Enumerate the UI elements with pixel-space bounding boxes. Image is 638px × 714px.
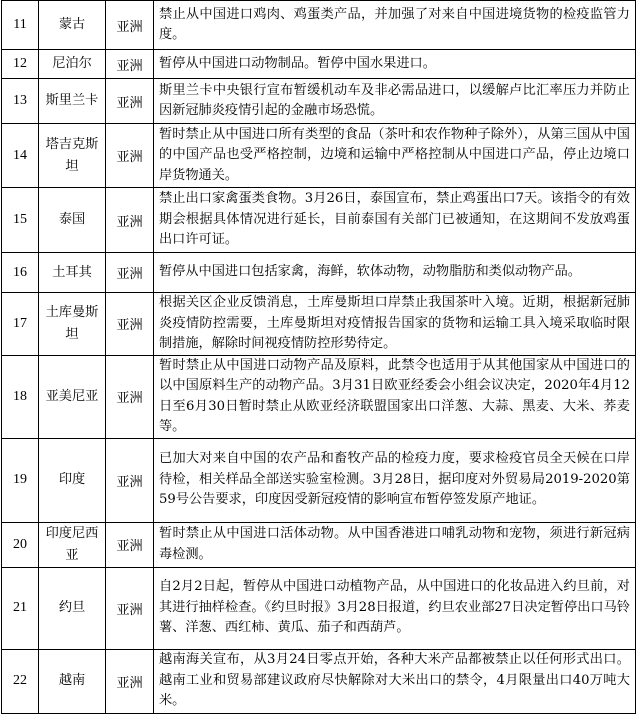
region-name: 亚洲 <box>106 355 154 438</box>
measure-text: 暂停从中国进口包括家禽，海鲜，软体动物，动物脂肪和类似动物产品。 <box>154 253 636 293</box>
trade-measures-table <box>1 0 636 714</box>
table-row <box>2 567 636 649</box>
region-name: 亚洲 <box>106 293 154 356</box>
country-name: 斯里兰卡 <box>39 79 106 124</box>
region-name: 亚洲 <box>106 649 154 713</box>
region-name: 亚洲 <box>106 1 154 50</box>
measure-text: 已加大对来自中国的农产品和畜牧产品的检疫力度，要求检疫官员全天候在口岸待检，相关样品全部送实验室检测。3月28日，据印度对外贸易局2019-2020第59号公告要求，印度因受新冠疫情的影响宣布暂停签发原产地证。 <box>154 438 636 522</box>
row-number: 11 <box>2 1 39 50</box>
region-name: 亚洲 <box>106 188 154 253</box>
row-number: 22 <box>2 649 39 713</box>
country-name: 尼泊尔 <box>39 50 106 79</box>
measure-text: 禁止出口家禽蛋类食物。3月26日，泰国宣布，禁止鸡蛋出口7天。该指令的有效期会根据具体情况进行延长，目前泰国有关部门已被通知，在这期间不发放鸡蛋出口许可证。 <box>154 188 636 253</box>
region-name: 亚洲 <box>106 522 154 567</box>
row-number: 16 <box>2 253 39 293</box>
country-name: 越南 <box>39 649 106 713</box>
row-number: 14 <box>2 124 39 188</box>
row-number: 17 <box>2 293 39 356</box>
country-name: 泰国 <box>39 188 106 253</box>
row-number: 12 <box>2 50 39 79</box>
table-row <box>2 649 636 713</box>
row-number: 15 <box>2 188 39 253</box>
table-row <box>2 79 636 124</box>
table-row <box>2 253 636 293</box>
row-number: 20 <box>2 522 39 567</box>
measure-text: 斯里兰卡中央银行宣布暂缓机动车及非必需品进口，以缓解卢比汇率压力并防止因新冠肺炎疫情引起的金融市场恐慌。 <box>154 79 636 124</box>
measure-text: 暂时禁止从中国进口活体动物。从中国香港进口哺乳动物和宠物，须进行新冠病毒检测。 <box>154 522 636 567</box>
table-row <box>2 355 636 438</box>
table-row <box>2 293 636 356</box>
measure-text: 暂时禁止从中国进口动物产品及原料，此禁令也适用于从其他国家从中国进口的以中国原料生产的动物产品。3月31日欧亚经委会小组会议决定，2020年4月12日至6月30日暂时禁止从欧亚经济联盟国家出口洋葱、大蒜、黑麦、大米、荞麦等。 <box>154 355 636 438</box>
measure-text: 暂时禁止从中国进口所有类型的食品（茶叶和农作物种子除外），从第三国从中国的中国产品也受严格控制，边境和运输中严格控制从中国进口产品，停止边境口岸货物通关。 <box>154 124 636 188</box>
country-name: 亚美尼亚 <box>39 355 106 438</box>
country-name: 土库曼斯坦 <box>39 293 106 356</box>
table-row <box>2 124 636 188</box>
row-number: 18 <box>2 355 39 438</box>
country-name: 蒙古 <box>39 1 106 50</box>
region-name: 亚洲 <box>106 79 154 124</box>
table-row <box>2 50 636 79</box>
table-row <box>2 188 636 253</box>
row-number: 19 <box>2 438 39 522</box>
measure-text: 越南海关宣布，从3月24日零点开始，各种大米产品都被禁止以任何形式出口。越南工业和贸易部建议政府尽快解除对大米出口的禁令，4月限量出口40万吨大米。 <box>154 649 636 713</box>
measure-text: 禁止从中国进口鸡肉、鸡蛋类产品，并加强了对来自中国进境货物的检疫监管力度。 <box>154 1 636 50</box>
country-name: 约旦 <box>39 567 106 649</box>
region-name: 亚洲 <box>106 50 154 79</box>
region-name: 亚洲 <box>106 253 154 293</box>
region-name: 亚洲 <box>106 124 154 188</box>
table-row <box>2 438 636 522</box>
region-name: 亚洲 <box>106 438 154 522</box>
measure-text: 自2月2日起，暂停从中国进口动植物产品，从中国进口的化妆品进入约旦前，对其进行抽样检查。《约旦时报》3月28日报道，约旦农业部27日决定暂停出口马铃薯、洋葱、西红柿、黄瓜、茄子和西葫芦。 <box>154 567 636 649</box>
measure-text: 根据关区企业反馈消息，土库曼斯坦口岸禁止我国茶叶入境。近期，根据新冠肺炎疫情防控需要，土库曼斯坦对疫情报告国家的货物和运输工具入境采取临时限制措施，解除时间视疫情防控形势待定。 <box>154 293 636 356</box>
row-number: 13 <box>2 79 39 124</box>
table-row <box>2 522 636 567</box>
measure-text: 暂停从中国进口动物制品。暂停中国水果进口。 <box>154 50 636 79</box>
region-name: 亚洲 <box>106 567 154 649</box>
table-row <box>2 1 636 50</box>
country-name: 印度尼西亚 <box>39 522 106 567</box>
country-name: 印度 <box>39 438 106 522</box>
country-name: 塔吉克斯坦 <box>39 124 106 188</box>
country-name: 土耳其 <box>39 253 106 293</box>
row-number: 21 <box>2 567 39 649</box>
